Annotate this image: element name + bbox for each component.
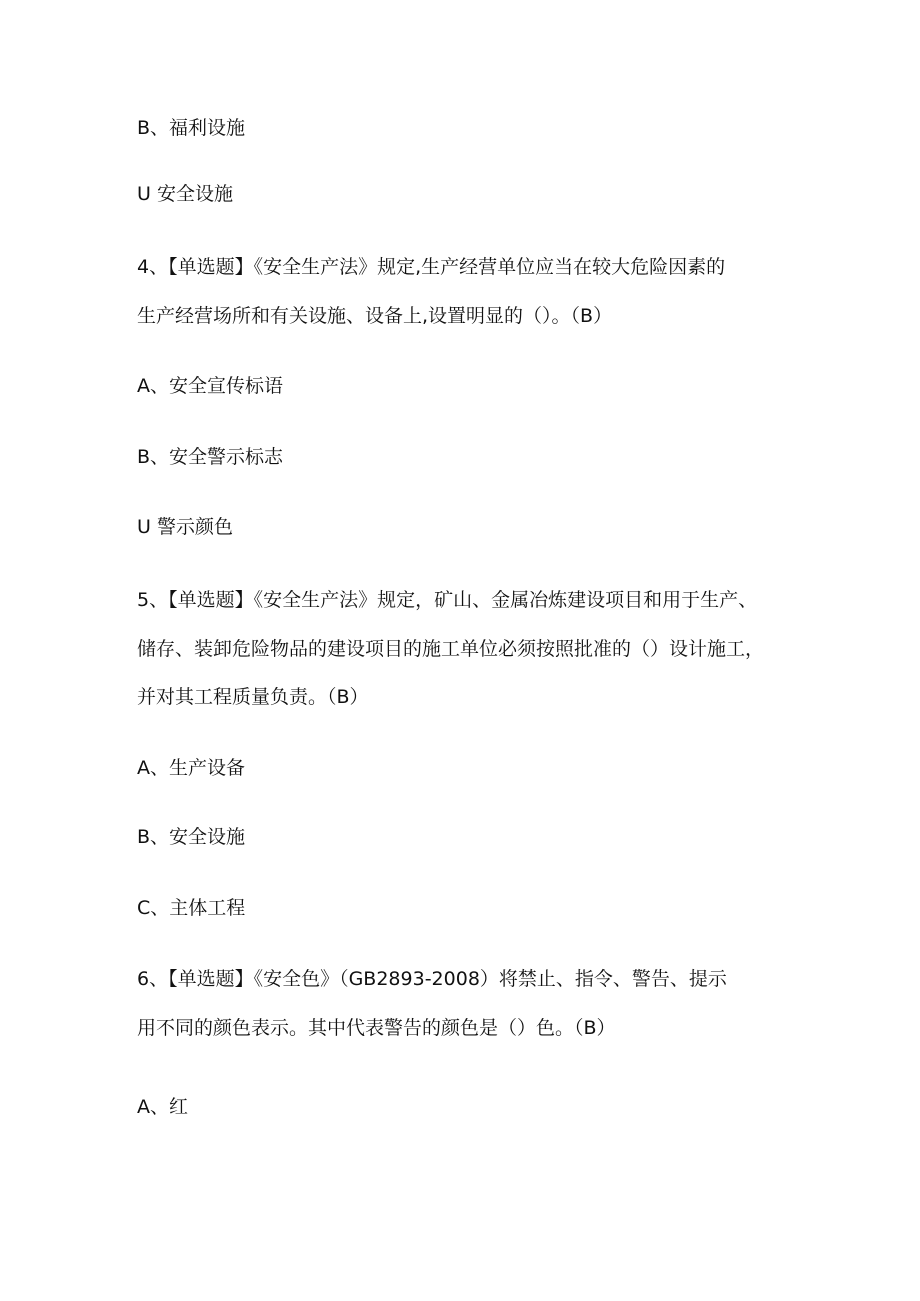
q5-option-a: A、生产设备 bbox=[137, 757, 245, 779]
q4-option-b: B、安全警示标志 bbox=[137, 446, 284, 468]
q6-option-a: A、红 bbox=[137, 1096, 188, 1118]
q4-question-line-1: 4、【单选题】《安全生产法》规定,生产经营单位应当在较大危险因素的 bbox=[137, 256, 726, 278]
q5-question-line-3: 并对其工程质量负责。（B） bbox=[137, 686, 369, 708]
q4-option-c: U 警示颜色 bbox=[137, 516, 233, 538]
q5-question-line-2: 储存、装卸危险物品的建设项目的施工单位必须按照批准的（）设计施工， bbox=[137, 638, 765, 660]
q4-option-a: A、安全宣传标语 bbox=[137, 375, 283, 397]
q3-option-c: U 安全设施 bbox=[137, 183, 233, 205]
q6-question-line-1: 6、【单选题】《安全色》（GB2893-2008）将禁止、指令、警告、提示 bbox=[137, 968, 727, 990]
q4-question-line-2: 生产经营场所和有关设施、设备上,设置明显的（）。（B） bbox=[137, 305, 613, 327]
q5-question-line-1: 5、【单选题】《安全生产法》规定，矿山、金属冶炼建设项目和用于生产、 bbox=[137, 589, 758, 611]
q6-question-line-2: 用不同的颜色表示。其中代表警告的颜色是（）色。（B） bbox=[137, 1017, 616, 1039]
q5-option-c: C、主体工程 bbox=[137, 897, 246, 919]
q3-option-b: B、福利设施 bbox=[137, 117, 246, 139]
q5-option-b: B、安全设施 bbox=[137, 826, 246, 848]
